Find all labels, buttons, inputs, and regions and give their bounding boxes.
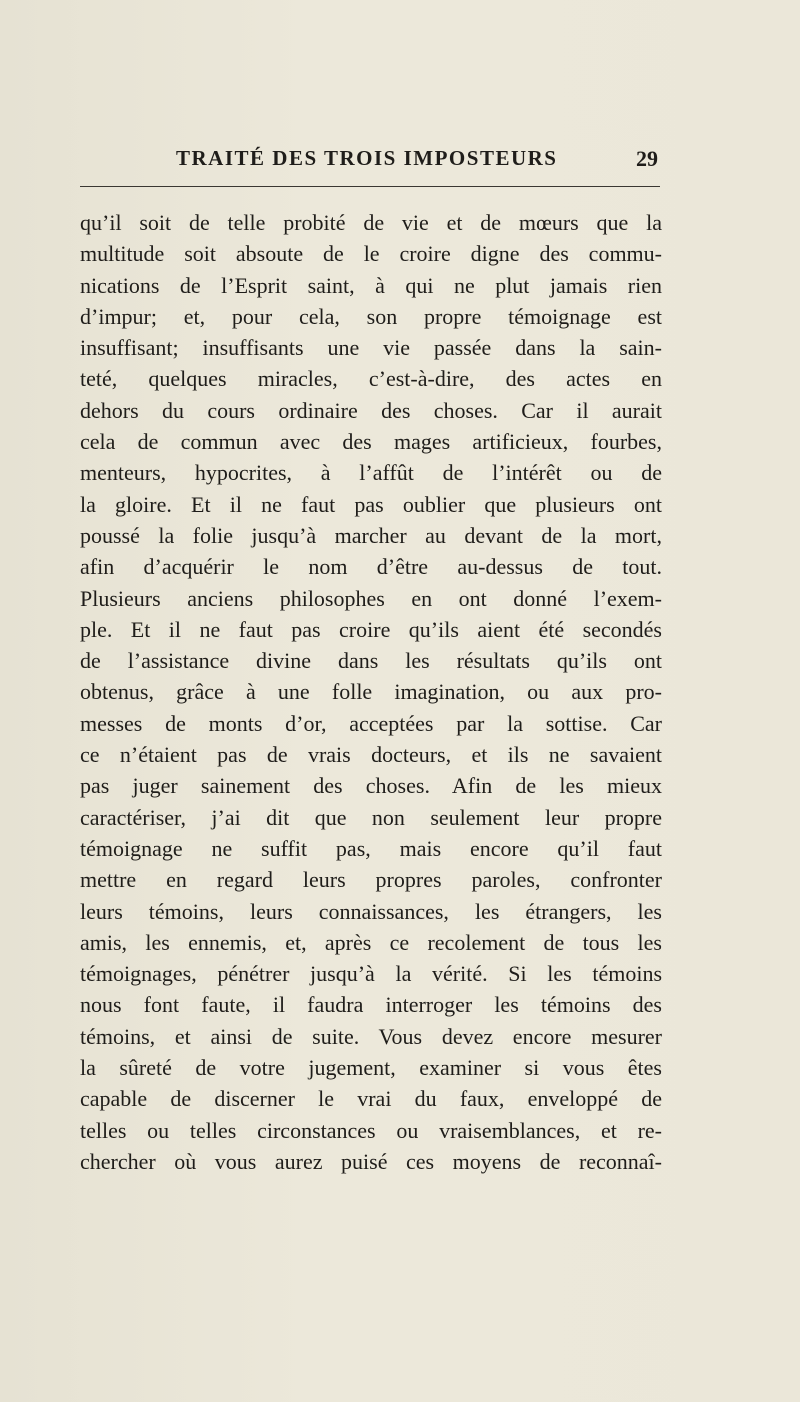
text-line: la gloire. Et il ne faut pas oublier que plusieurs ont (80, 491, 662, 517)
text-line: leurs témoins, leurs connaissances, les étrangers, les (80, 898, 662, 924)
text-line: témoignages, pénétrer jusqu’à la vérité. Si les témoins (80, 961, 662, 987)
text-line: d’impur; et, pour cela, son propre témoignage est (80, 303, 662, 329)
text-line: poussé la folie jusqu’à marcher au devant de la mort, (80, 522, 662, 548)
text-line: ple. Et il ne faut pas croire qu’ils aient été secondés (80, 616, 662, 642)
text-line: de l’assistance divine dans les résultats qu’ils ont (80, 648, 662, 674)
text-line: obtenus, grâce à une folle imagination, ou aux pro- (80, 679, 662, 705)
text-line: pas juger sainement des choses. Afin de les mieux (80, 773, 662, 799)
text-line: cela de commun avec des mages artificieux, fourbes, (80, 429, 662, 455)
text-line: caractériser, j’ai dit que non seulement leur propre (80, 804, 662, 830)
text-line: teté, quelques miracles, c’est-à-dire, des actes en (80, 366, 662, 392)
text-line: multitude soit absoute de le croire digne des commu- (80, 241, 662, 267)
page-number: 29 (636, 146, 658, 171)
text-line: Plusieurs anciens philosophes en ont donné l’exem- (80, 585, 662, 611)
text-line: qu’il soit de telle probité de vie et de mœurs que la (80, 210, 662, 235)
text-line: dehors du cours ordinaire des choses. Car il aurait (80, 397, 662, 423)
text-line: mettre en regard leurs propres paroles, confronter (80, 867, 662, 893)
text-line: témoignage ne suffit pas, mais encore qu’il faut (80, 835, 662, 861)
text-line: menteurs, hypocrites, à l’affût de l’intérêt ou de (80, 460, 662, 486)
text-line: capable de discerner le vrai du faux, enveloppé de (80, 1086, 662, 1112)
text-line: la sûreté de votre jugement, examiner si vous êtes (80, 1055, 662, 1081)
text-line: nications de l’Esprit saint, à qui ne plut jamais rien (80, 272, 662, 298)
text-line: témoins, et ainsi de suite. Vous devez encore mesurer (80, 1023, 662, 1049)
running-title: TRAITÉ DES TROIS IMPOSTEURS (176, 146, 558, 170)
text-line: amis, les ennemis, et, après ce recolement de tous les (80, 929, 662, 955)
body-paragraph (80, 207, 662, 1177)
header-rule (80, 186, 660, 187)
text-line: nous font faute, il faudra interroger les témoins des (80, 992, 662, 1018)
text-line: ce n’étaient pas de vrais docteurs, et ils ne savaient (80, 742, 662, 768)
text-line: insuffisant; insuffisants une vie passée dans la sain- (80, 335, 662, 361)
text-line: messes de monts d’or, acceptées par la sottise. Car (80, 710, 662, 736)
text-line: chercher où vous aurez puisé ces moyens de reconnaî- (80, 1148, 662, 1174)
page-header (80, 146, 662, 180)
text-line: telles ou telles circonstances ou vraisemblances, et re- (80, 1117, 662, 1143)
text-line: afin d’acquérir le nom d’être au-dessus de tout. (80, 554, 662, 580)
